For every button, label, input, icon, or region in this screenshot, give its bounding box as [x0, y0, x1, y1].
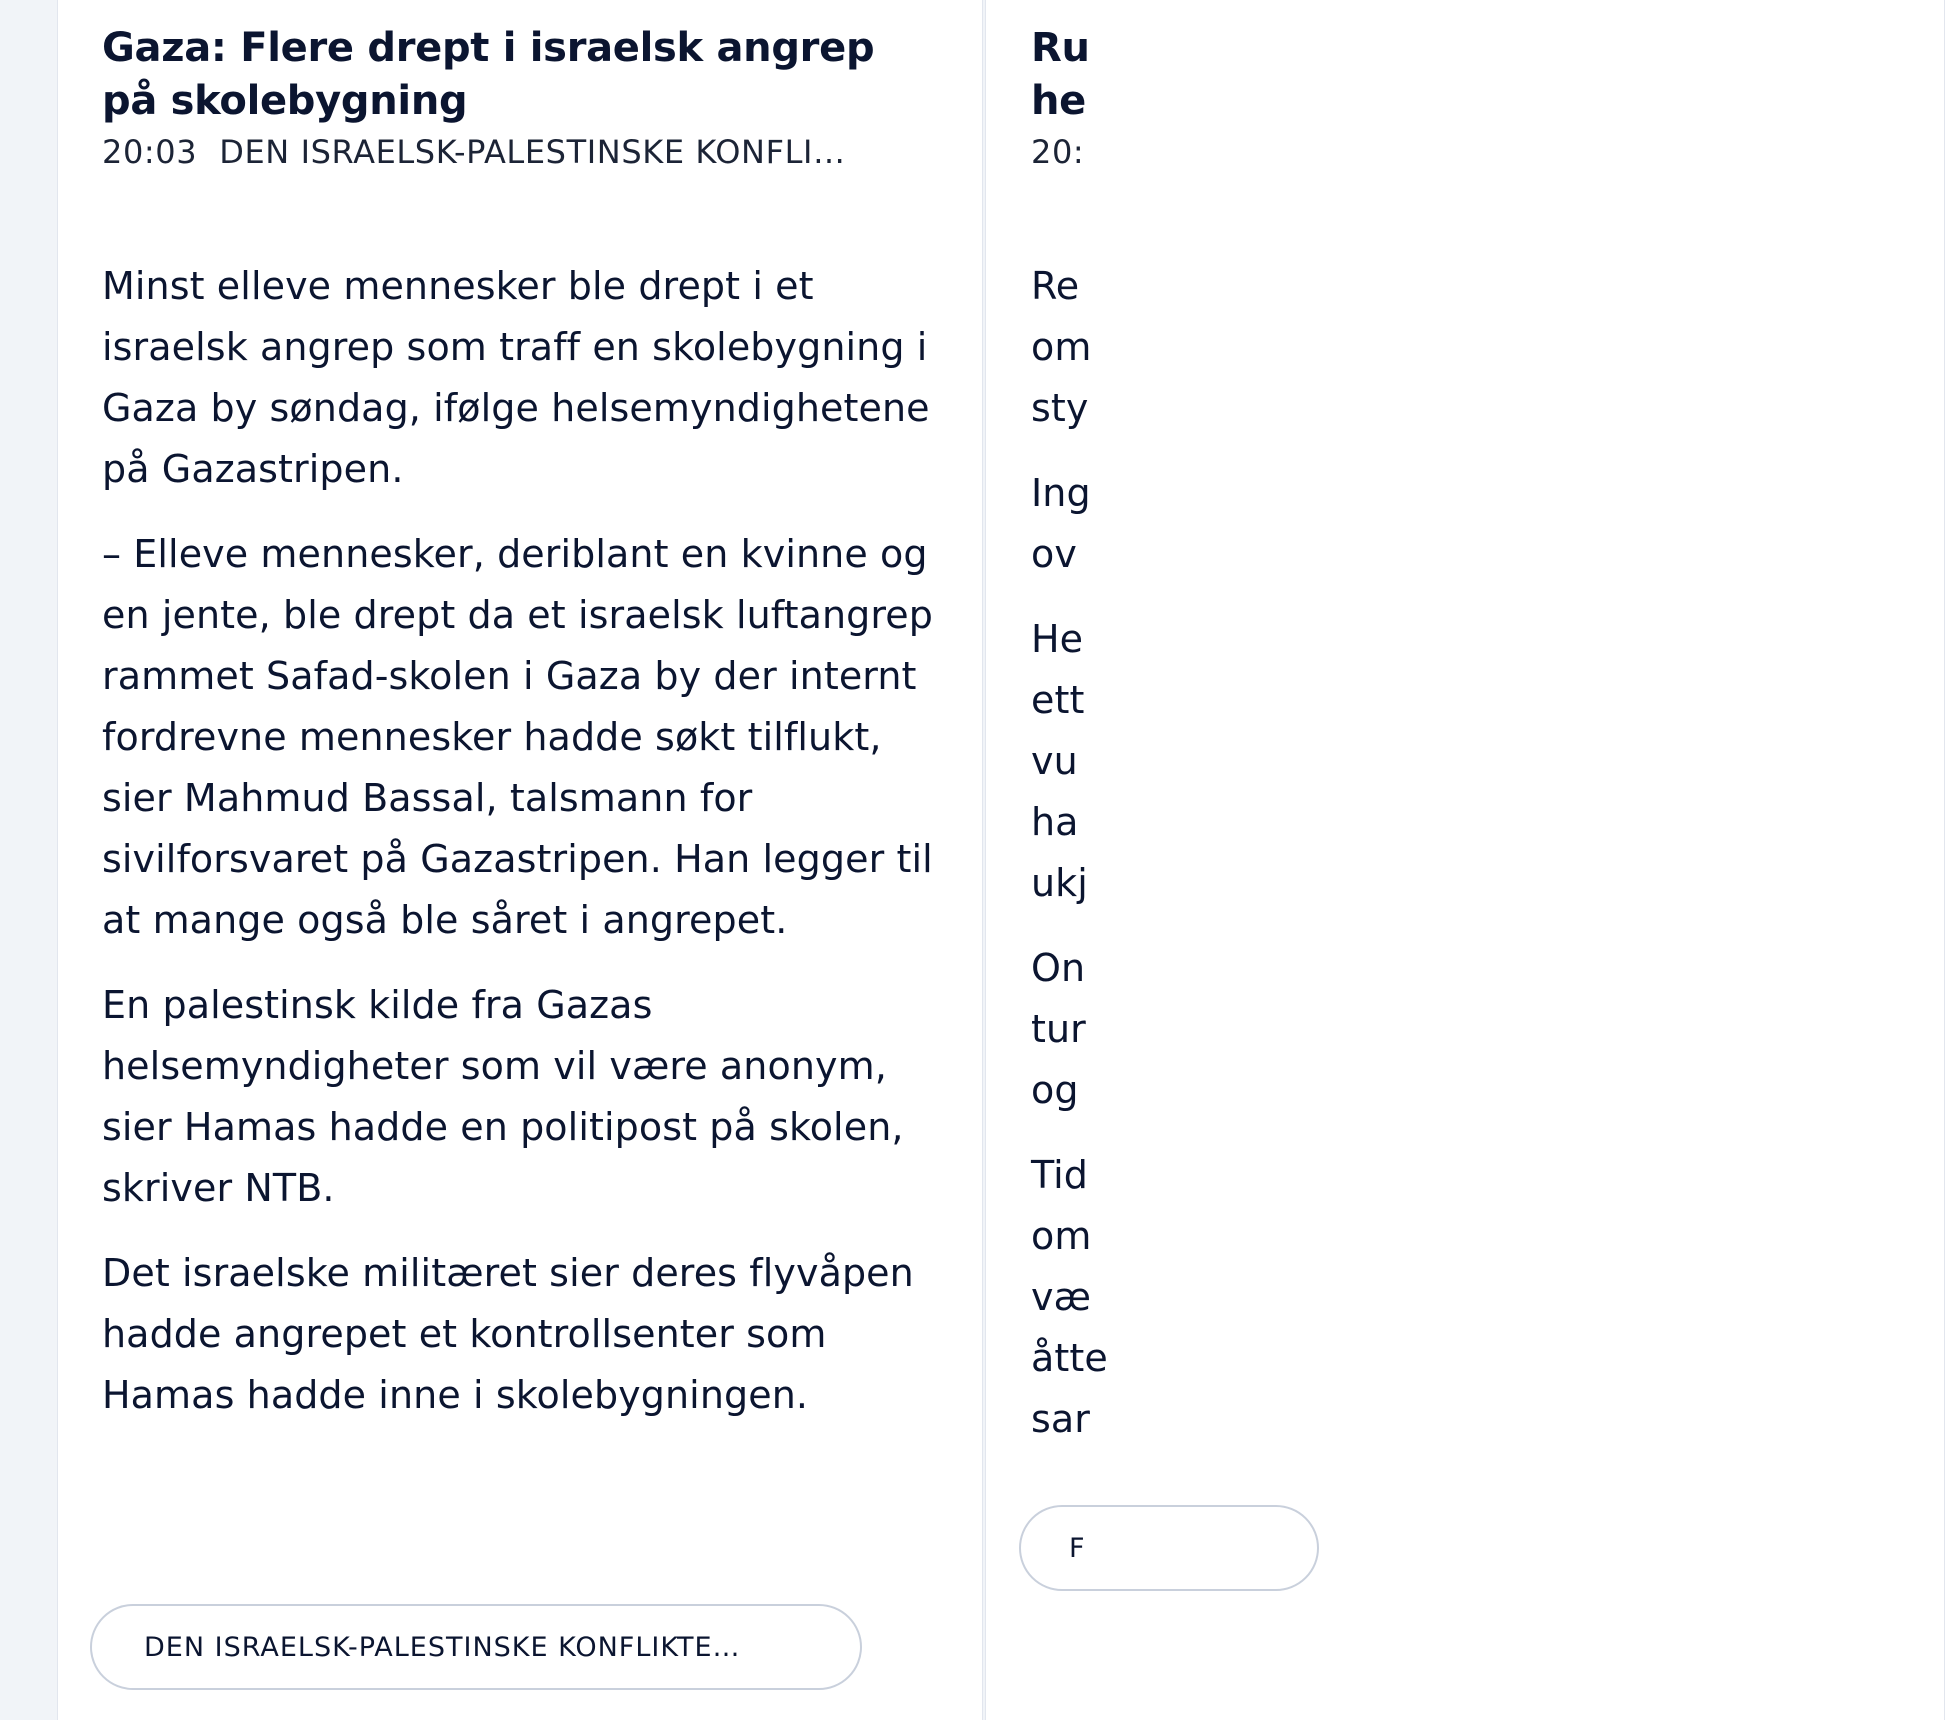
article-body — [102, 256, 938, 1426]
article-paragraph: Minst elleve mennesker ble drept i et israelsk angrep som traff en skolebygning i Gaza by søndag, ifølge helsemyndighetene på Gazastripen. — [102, 264, 930, 491]
article-card-gaza — [57, 0, 983, 1720]
article-paragraph: En palestinsk kilde fra Gazas helsemyndigheter som vil være anonym, sier Hamas hadde en politipost på skolen, skriver NTB. — [102, 983, 904, 1210]
article-body — [1031, 256, 1108, 1450]
article-paragraph: On tur og — [1031, 946, 1086, 1112]
topic-tag-button[interactable] — [90, 1604, 862, 1690]
topic-tag-label: F — [1069, 1532, 1086, 1564]
article-paragraph: Ing ov — [1031, 471, 1091, 576]
article-paragraph: He ett vu ha ukj — [1031, 617, 1088, 905]
topic-tag-button[interactable] — [1019, 1505, 1319, 1591]
article-card-next — [985, 0, 1945, 1720]
article-timestamp: 20:03 — [102, 133, 198, 171]
article-paragraph: – Elleve mennesker, deriblant en kvinne og en jente, ble drept da et israelsk luftangrep rammet Safad-skolen i Gaza by der internt fordrevne mennesker hadde søkt tilflukt, sier Mahmud Bassal, talsmann for sivilforsvaret på Gazastripen. Han legger til at mange også ble såret i angrepet. — [102, 532, 933, 942]
article-meta — [1031, 130, 1900, 174]
article-category: DEN ISRAELSK-PALESTINSKE KONFLI… — [219, 133, 846, 171]
article-timestamp: 20: — [1031, 133, 1085, 171]
article-headline[interactable]: Ru he — [1031, 25, 1090, 124]
article-paragraph: Tid om væ åtte sar — [1031, 1153, 1108, 1441]
article-headline[interactable]: Gaza: Flere drept i israelsk angrep på skolebygning — [102, 25, 875, 124]
topic-tag-label: DEN ISRAELSK-PALESTINSKE KONFLIKTE… — [144, 1631, 741, 1663]
article-paragraph: Det israelske militæret sier deres flyvåpen hadde angrepet et kontrollsenter som Hamas hadde inne i skolebygningen. — [102, 1251, 914, 1417]
article-meta — [102, 130, 938, 174]
article-paragraph: Re om sty — [1031, 264, 1092, 430]
